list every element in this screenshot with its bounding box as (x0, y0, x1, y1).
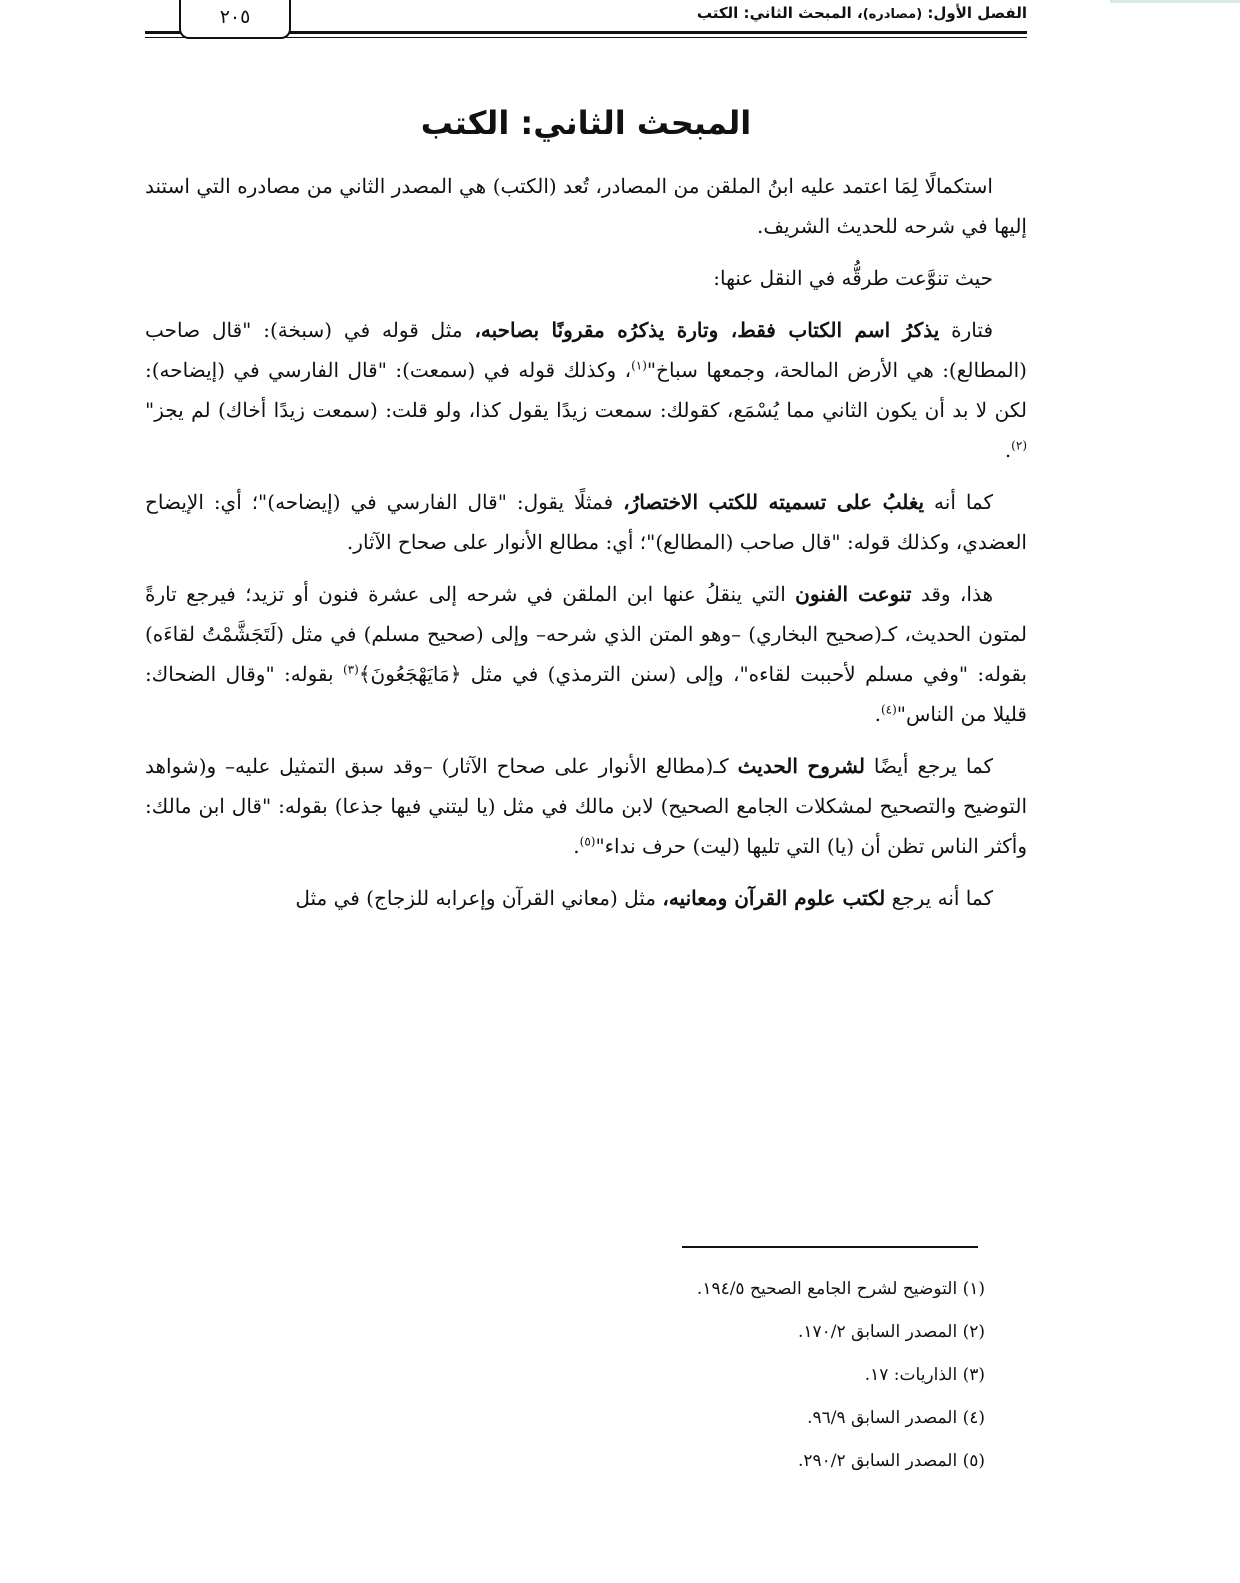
paragraph-7-bold: لكتب علوم القرآن ومعانيه، (662, 886, 886, 910)
paragraph-3-text-1: مثل قوله في (سبخة): "قال صاحب (المطالع): هي الأرض المالحة، وجمعها سباخ" (145, 318, 1027, 382)
paragraph-4-lead: كما أنه (924, 490, 993, 514)
paragraph-5-text-2: بقوله: "وقال الضحاك: قليلا من الناس" (145, 662, 1027, 726)
paragraph-2-text: حيث تنوَّعت طرقُّه في النقل عنها: (713, 266, 993, 290)
paragraph-6-text-1: كـ(مطالع الأنوار على صحاح الآثار) –وقد سبق التمثيل عليه– و(شواهد التوضيح والتصحيح لمشكلات الجامع الصحيح) لابن مالك في مثل (يا ليتني فيها جذعا) بقوله: "قال ابن مالك: وأكثر الناس تظن أن (يا) التي تليها (ليت) حرف نداء" (145, 754, 1027, 858)
footnote-separator (682, 1246, 978, 1248)
footnote-ref-5[interactable]: (٥) (579, 834, 596, 849)
header-chapter-sub: (مصادره) (862, 7, 923, 22)
section-title-name: الكتب (420, 104, 510, 142)
paragraph-4 (145, 482, 1027, 562)
paragraph-1-text: استكمالًا لِمَا اعتمد عليه ابنُ الملقن من المصادر، تُعد (الكتب) هي المصدر الثاني من مصادره التي استند إليها في شرحه للحديث الشريف. (145, 174, 1027, 238)
paragraph-7 (145, 878, 1027, 918)
section-title-label: المبحث الثاني (533, 104, 752, 142)
paragraph-7-lead: كما أنه يرجع (885, 886, 993, 910)
footnote-ref-2[interactable]: (٢) (1011, 438, 1027, 453)
paragraph-4-bold: يغلبُ على تسميته للكتب الاختصارُ، (623, 490, 925, 514)
paragraph-3-text-2: ، وكذلك قوله في (سمعت): "قال الفارسي في (إيضاحه): لكن لا بد أن يكون الثاني مما يُسْمَع، كقولك: سمعت زيدًا يقول كذا، ولو قلت: (سمعت زيدًا أخاك) لم يجز" (145, 358, 1027, 422)
footnotes (145, 1268, 1027, 1483)
paragraph-3-end: . (1004, 438, 1012, 462)
header-section-name: الكتب (696, 4, 739, 22)
paragraph-5-end: . (874, 702, 881, 726)
footnote-1: (١) التوضيح لشرح الجامع الصحيح ١٩٤/٥. (696, 1279, 985, 1299)
paragraph-5 (145, 574, 1027, 734)
paragraph-3-lead: فتارة (939, 318, 994, 342)
page-number: ٢٠٥ (179, 0, 291, 39)
paragraph-2 (145, 258, 1027, 298)
paragraph-6-bold: لشروح الحديث (737, 754, 865, 778)
paragraph-6-lead: كما يرجع أيضًا (864, 754, 994, 778)
footnote-2: (٢) المصدر السابق ١٧٠/٢. (797, 1322, 985, 1342)
body-text (145, 166, 1027, 930)
running-header-title: الفصل الأول: (مصادره)، المبحث الثاني: الكتب (696, 4, 1027, 22)
paragraph-4-text-1: فمثلًا يقول: "قال الفارسي في (إيضاحه)"؛ أي: الإيضاح العضدي، وكذلك قوله: "قال صاحب (المطالع)"؛ أي: مطالع الأنوار على صحاح الآثار. (145, 490, 1027, 554)
paragraph-5-lead: هذا، وقد (911, 582, 993, 606)
corner-mark (1110, 0, 1240, 3)
footnote-3: (٣) الذاريات: ١٧. (864, 1365, 985, 1385)
section-title: المبحث الثاني: الكتب (420, 104, 752, 142)
footnote-ref-4[interactable]: (٤) (880, 702, 897, 717)
footnote-ref-3[interactable]: (٣) (342, 662, 359, 677)
paragraph-3 (145, 310, 1027, 470)
paragraph-5-text-1: التي ينقلُ عنها ابن الملقن في شرحه إلى عشرة فنون أو تزيد؛ فيرجع تارةً لمتون الحديث، كـ(صحيح البخاري) –وهو المتن الذي شرحه– وإلى (صحيح مسلم) في مثل (لَتَجَشَّمْتُ لقاءَه) بقوله: "وفي مسلم لأحببت لقاءه"، وإلى (سنن الترمذي) في مثل ﴿مَايَهْجَعُونَ﴾ (145, 582, 1028, 686)
paragraph-5-bold: تنوعت الفنون (795, 582, 912, 606)
paragraph-1 (145, 166, 1027, 246)
footnote-ref-1[interactable]: (١) (631, 358, 647, 373)
header-section-label: المبحث الثاني (749, 4, 852, 22)
paragraph-3-bold: يذكرُ اسم الكتاب فقط، وتارة يذكرُه مقرونًا بصاحبه، (474, 318, 940, 342)
paragraph-6-end: . (573, 834, 580, 858)
paragraph-6 (145, 746, 1027, 866)
header-chapter-label: الفصل الأول (933, 4, 1027, 22)
paragraph-7-text-1: مثل (معاني القرآن وإعرابه للزجاج) في مثل (295, 886, 663, 910)
page-header (145, 0, 1027, 42)
footnote-4: (٤) المصدر السابق ٩٦/٩. (807, 1408, 985, 1428)
footnote-5: (٥) المصدر السابق ٢٩٠/٢. (797, 1451, 985, 1471)
